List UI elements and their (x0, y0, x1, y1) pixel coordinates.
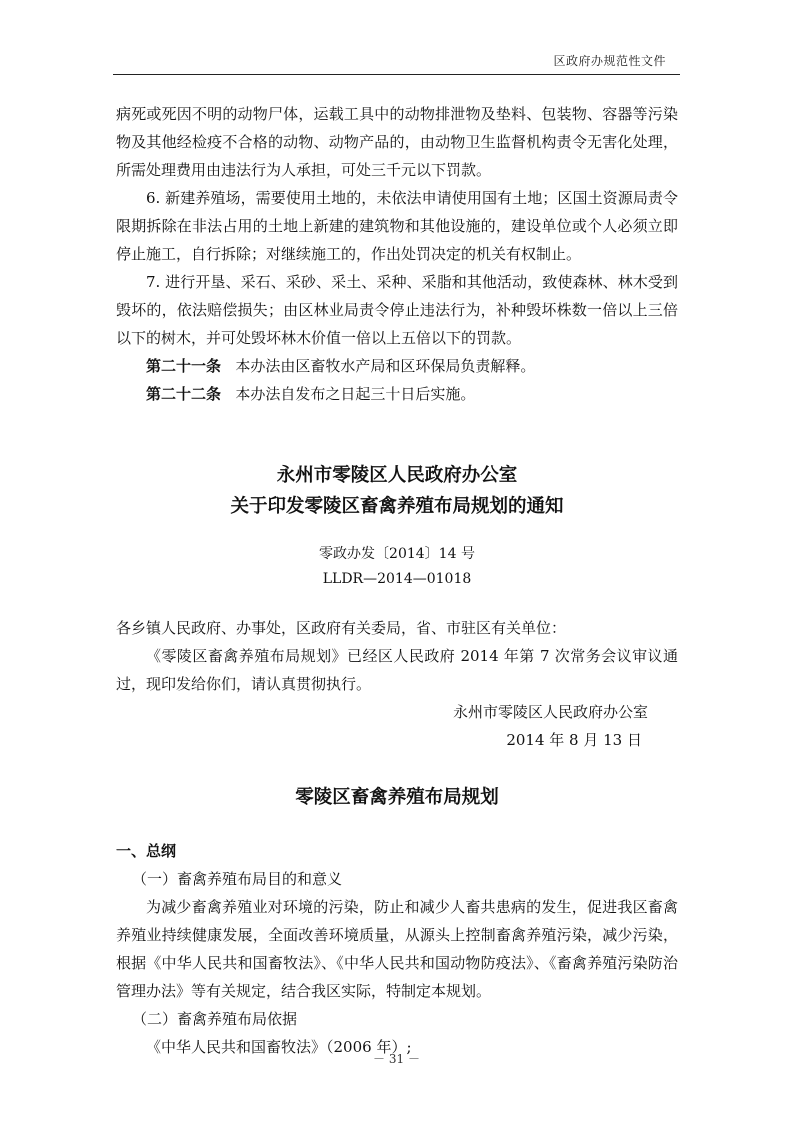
article-21-label: 第二十一条 (146, 357, 222, 375)
spacer (116, 754, 678, 782)
article-22 (116, 380, 678, 408)
spacer (116, 813, 678, 837)
article-22-label: 第二十二条 (146, 385, 222, 403)
basis-item-1: 《中华人民共和国畜牧法》（2006 年）; (146, 1038, 412, 1056)
notice-title-line-1: 永州市零陵区人民政府办公室 (276, 465, 518, 486)
spacer (116, 408, 678, 460)
paragraph-item-6: 6. 新建养殖场，需要使用土地的，未依法申请使用国有土地；区国土资源局责令限期拆除在非法占用的土地上新建的建筑物和其他设施的，建设单位或个人必须立即停止施工，自行拆除；对继续施工的，作出处罚决定的机关有权制止。 (116, 189, 678, 263)
article-21-text: 本办法由区畜牧水产局和区环保局负责解释。 (235, 357, 536, 375)
signing-date: 2014 年 8 月 13 日 (506, 731, 642, 749)
subsection-1-body: 为减少畜禽养殖业对环境的污染，防止和减少人畜共患病的发生，促进我区畜禽养殖业持续健康发展，全面改善环境质量，从源头上控制畜禽养殖污染，减少污染，根据《中华人民共和国畜牧法》、《中华人民共和国动物防疫法》、《畜禽养殖污染防治管理办法》等有关规定，结合我区实际，特制定本规划。 (116, 898, 678, 1000)
section-heading-1: 一、总纲 (116, 842, 177, 860)
notice-body: 《零陵区畜禽养殖布局规划》已经区人民政府 2014 年第 7 次常务会议审议通过，现印发给你们，请认真贯彻执行。 (116, 647, 678, 693)
registration-number: LLDR—2014—01018 (322, 571, 472, 587)
signing-organization: 永州市零陵区人民政府办公室 (452, 703, 648, 721)
plan-title: 零陵区畜禽养殖布局规划 (295, 787, 499, 808)
page-number: － 31 － (373, 1052, 420, 1066)
spacer (116, 522, 678, 542)
paragraph-continuation: 病死或死因不明的动物尸体，运载工具中的动物排泄物及垫料、包装物、容器等污染物及其他经检疫不合格的动物、动物产品的，由动物卫生监督机构责令无害化处理，所需处理费用由违法行为人承担，可处三千元以下罚款。 (116, 105, 678, 179)
paragraph-item-7: 7. 进行开垦、采石、采砂、采土、采种、采脂和其他活动，致使森林、林木受到毁坏的，依法赔偿损失；由区林业局责令停止违法行为，补种毁坏株数一倍以上三倍以下的树木，并可处毁坏林木价值一倍以上五倍以下的罚款。 (116, 273, 678, 347)
page-content (116, 100, 678, 1061)
subsection-heading-2: （二）畜禽养殖布局依据 (132, 1010, 298, 1028)
article-21 (116, 352, 678, 380)
document-category-label: 区政府办规范性文件 (553, 54, 666, 68)
article-22-text: 本办法自发布之日起三十日后实施。 (235, 385, 476, 403)
document-number: 零政办发〔2014〕14 号 (319, 546, 475, 562)
notice-title-line-2: 关于印发零陵区畜禽养殖布局规划的通知 (230, 496, 564, 517)
addressee-line: 各乡镇人民政府、办事处，区政府有关委局，省、市驻区有关单位： (116, 619, 567, 637)
subsection-heading-1: （一）畜禽养殖布局目的和意义 (132, 870, 343, 888)
spacer (116, 592, 678, 614)
header-divider (113, 74, 680, 75)
